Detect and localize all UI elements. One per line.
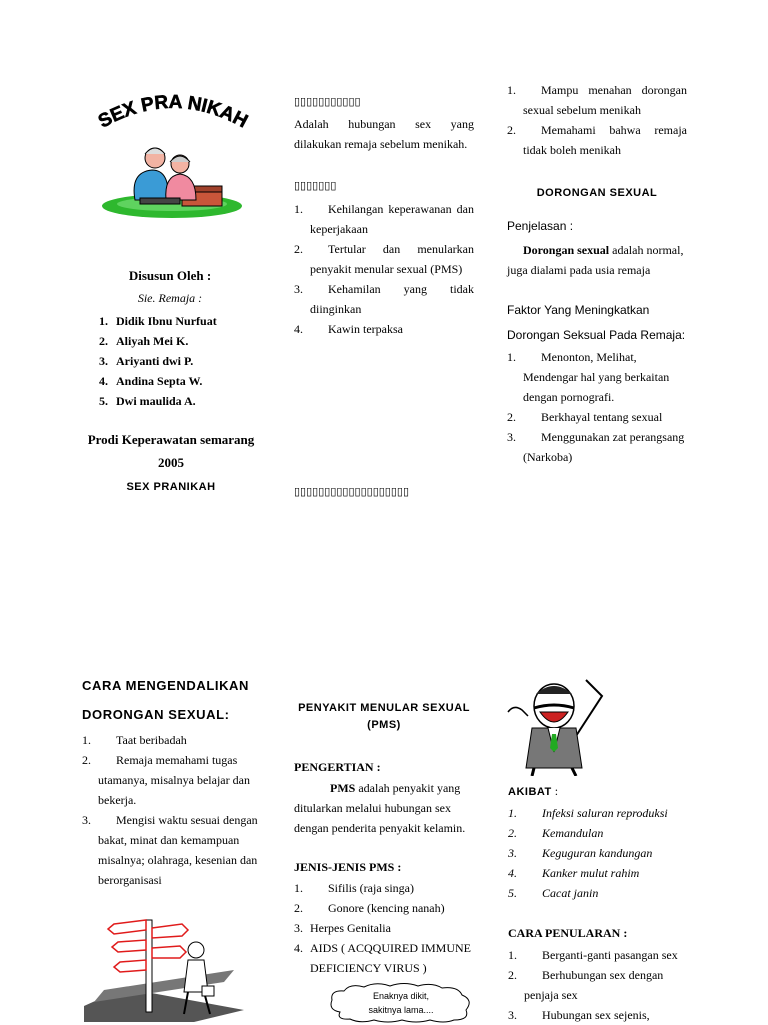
faktor-list [507,347,687,467]
list-item: 1. Mampu menahan dorongan sexual sebelum menikah [507,83,687,117]
svg-text:SEX PRA NIKAH [95,92,251,133]
jenis-label: JENIS-JENIS PMS : [294,860,402,874]
list-item: 3. Mengisi waktu sesuai dengan bakat, minat dan kemampuan misalnya; olahraga, kesenian dan berorganisasi [82,813,258,887]
list-item: 2. Berhubungan sex dengan penjaja sex [508,968,664,1002]
list-item: 1. Taat beribadah [82,733,187,747]
penularan-label: CARA PENULARAN : [508,926,628,940]
list-item: 4. Kanker mulut rahim [508,866,640,880]
penjelasan-label: Penjelasan : [507,219,574,233]
list-item: 3. Hubungan sex sejenis, [508,1008,650,1022]
penularan-list [508,945,688,1025]
speech-cloud-text-2: sakitnya lama.... [368,1005,434,1015]
disusun-label: Disusun Oleh : [128,268,212,283]
list-item: 2. Tertular dan menularkan penyakit menular sexual (PMS) [294,242,474,276]
akibat-boxes: ▯▯▯▯▯▯▯ [294,180,337,192]
list-item: 1. Infeksi saluran reproduksi [508,806,668,820]
panel3-list [507,80,687,160]
crossroads-signpost-illustration [84,910,244,1022]
author-list [99,311,259,411]
list-item: 1. Berganti-ganti pasangan sex [508,948,678,962]
jenis-list [294,878,479,978]
list-item: 1. Menonton, Melihat, Mendengar hal yang berkaitan dengan pornografi. [507,350,670,404]
title-arc-text: SEX PRA NIKAH [95,91,251,133]
pengertian-label: PENGERTIAN : [294,760,381,774]
list-item: 2. Kemandulan [508,826,604,840]
akibat-list [294,199,474,339]
cara-heading-2: DORONGAN SEXUAL: [82,707,230,722]
author-item: 2. Aliyah Mei K. [99,334,189,348]
akibat-list-6 [508,803,688,903]
bottom-boxes: ▯▯▯▯▯▯▯▯▯▯▯▯▯▯▯▯▯▯▯ [294,486,410,498]
list-item: 2. Gonore (kencing nanah) [294,901,445,915]
list-item: 3. Keguguran kandungan [508,846,653,860]
list-item: 1. Kehilangan keperawanan dan keperjakaan [294,202,474,236]
dorongan-paragraph: Dorongan sexual adalah normal, juga dialami pada usia remaja [507,243,684,277]
speech-cloud-text-1: Enaknya dikit, [372,991,430,1001]
list-item: 1. Sifilis (raja singa) [294,881,414,895]
list-item: 4. Kawin terpaksa [294,322,403,336]
pms-heading: PENYAKIT MENULAR SEXUAL (PMS) [298,702,470,731]
prodi-label: Prodi Keperawatan semarang [87,432,255,447]
definition-text: Adalah hubungan sex yang dilakukan remaja sebelum menikah. [294,117,474,151]
list-item: 3. Kehamilan yang tidak diinginkan [294,282,474,316]
footer-title: SEX PRANIKAH [126,481,216,493]
akibat-label: AKIBAT : [508,784,559,798]
list-item: 5. Cacat janin [508,886,599,900]
laughing-man-illustration [506,676,610,776]
author-item: 5. Dwi maulida A. [99,394,196,408]
year-label: 2005 [158,455,184,470]
pms-paragraph: PMS adalah penyakit yang ditularkan melalui hubungan sex dengan penderita penyakit kelamin. [294,781,466,835]
couple-picnic-illustration [100,142,245,220]
list-item: 4. AIDS ( ACQQUIRED IMMUNE DEFICIENCY VIRUS ) [294,941,471,975]
faktor-line1: Faktor Yang Meningkatkan [507,303,650,317]
heading-boxes: ▯▯▯▯▯▯▯▯▯▯▯ [294,96,361,108]
title-arc [78,88,268,148]
list-item: 2. Berkhayal tentang sexual [507,410,663,424]
speech-cloud [326,982,476,1024]
list-item: 3. Herpes Genitalia [294,921,391,935]
cara-list [82,730,260,890]
cara-heading-1: CARA MENGENDALIKAN [82,678,250,693]
list-item: 2. Memahami bahwa remaja tidak boleh menikah [507,123,687,157]
faktor-line2: Dorongan Seksual Pada Remaja: [507,328,686,342]
author-item: 3. Ariyanti dwi P. [99,354,194,368]
list-item: 3. Menggunakan zat perangsang (Narkoba) [507,430,685,464]
dorongan-heading: DORONGAN SEXUAL [536,187,658,199]
sie-label: Sie. Remaja : [137,291,203,305]
list-item: 2. Remaja memahami tugas utamanya, misalnya belajar dan bekerja. [82,753,250,807]
author-item: 4. Andina Septa W. [99,374,203,388]
author-item: 1. Didik Ibnu Nurfuat [99,314,217,328]
